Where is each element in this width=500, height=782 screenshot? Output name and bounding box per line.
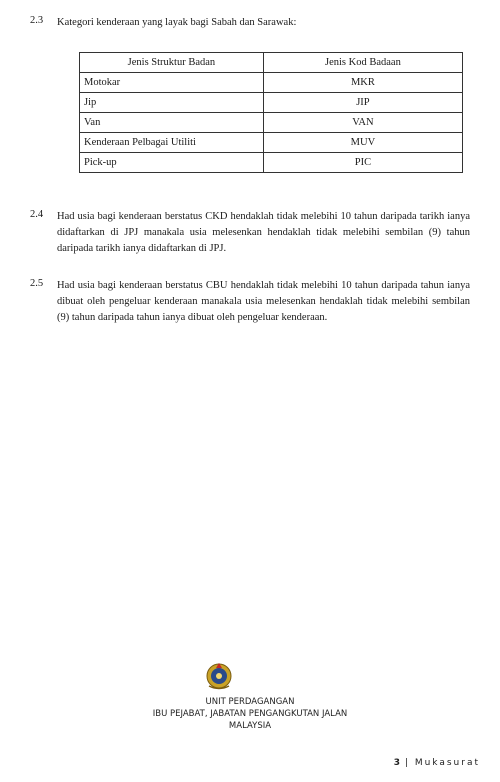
table-cell: JIP bbox=[263, 93, 462, 113]
footer-unit: UNIT PERDAGANGAN bbox=[205, 697, 295, 707]
footer-address bbox=[90, 696, 410, 732]
table-row bbox=[80, 93, 463, 113]
table-header-row bbox=[80, 53, 463, 73]
table-row bbox=[80, 153, 463, 173]
column-header: Jenis Kod Badaan bbox=[263, 53, 462, 73]
section-paragraph: Had usia bagi kenderaan berstatus CKD hendaklah tidak melebihi 10 tahun daripada tarikh ianya didaftarkan di JPJ manakala usia melesenkan hendaklah tidak melebihi sembilan (9) tahun daripada tarikh ianya didaftarkan di JPJ. bbox=[57, 211, 470, 254]
footer-country: MALAYSIA bbox=[228, 721, 272, 731]
table-cell: Motokar bbox=[80, 73, 264, 93]
table-cell: Jip bbox=[80, 93, 264, 113]
table-cell: Pick-up bbox=[80, 153, 264, 173]
table-cell: Van bbox=[80, 113, 264, 133]
page-separator: | bbox=[404, 758, 410, 768]
section-number: 2.5 bbox=[30, 278, 44, 289]
vehicle-category-table bbox=[79, 52, 463, 173]
column-header: Jenis Struktur Badan bbox=[80, 53, 264, 73]
page-number-value: 3 bbox=[393, 758, 401, 768]
section-heading: Kategori kenderaan yang layak bagi Sabah dan Sarawak: bbox=[57, 17, 297, 28]
table-row bbox=[80, 133, 463, 153]
jpj-crest-icon bbox=[205, 660, 233, 690]
section-number: 2.3 bbox=[30, 15, 44, 26]
footer-office: IBU PEJABAT, JABATAN PENGANGKUTAN JALAN bbox=[152, 709, 348, 719]
table-cell: MKR bbox=[263, 73, 462, 93]
section-2-4 bbox=[30, 209, 470, 257]
section-number: 2.4 bbox=[30, 209, 44, 220]
table-cell: PIC bbox=[263, 153, 462, 173]
section-2-5 bbox=[30, 278, 470, 326]
table-cell: MUV bbox=[263, 133, 462, 153]
table-cell: Kenderaan Pelbagai Utiliti bbox=[80, 133, 264, 153]
table-row bbox=[80, 73, 463, 93]
table-cell: VAN bbox=[263, 113, 462, 133]
section-paragraph: Had usia bagi kenderaan berstatus CBU hendaklah tidak melebihi 10 tahun daripada tahun ianya dibuat oleh pengeluar kenderaan manakala usia melesenkan hendaklah tidak melebihi sembilan (9) tahun daripada tahun ianya dibuat oleh pengeluar kenderaan. bbox=[57, 280, 470, 323]
page-label: Mukasurat bbox=[414, 758, 480, 768]
table-row bbox=[80, 113, 463, 133]
section-2-3 bbox=[30, 15, 470, 31]
page-number bbox=[394, 758, 480, 768]
